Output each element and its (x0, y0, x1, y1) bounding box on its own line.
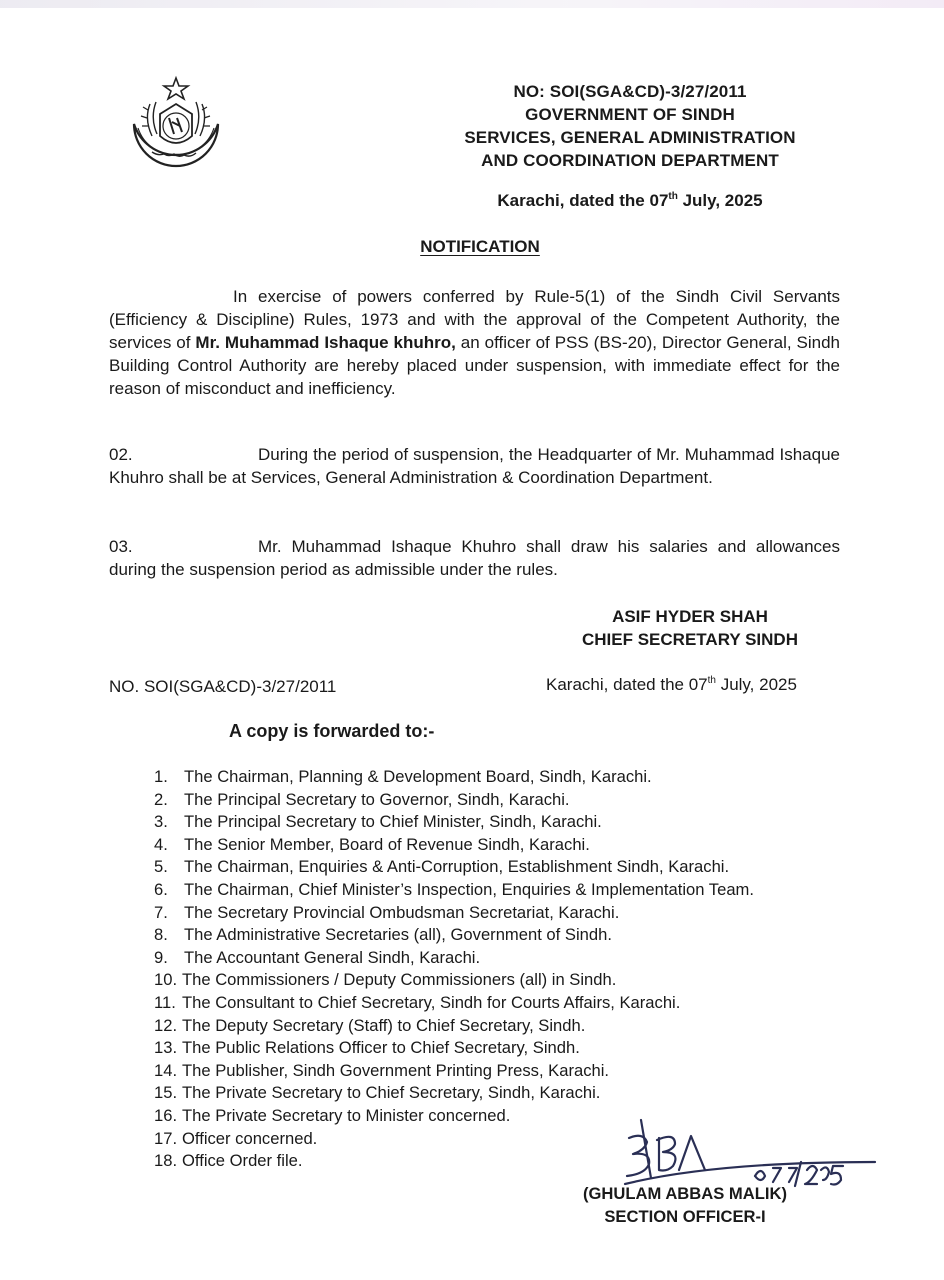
copy-forwarded-heading: A copy is forwarded to:- (229, 721, 435, 741)
list-item: 18. Office Order file. (154, 1151, 303, 1171)
signatory-name: (GHULAM ABBAS MALIK) (582, 1184, 787, 1203)
copy-reference-number: NO. SOI(SGA&CD)-3/27/2011 (109, 677, 337, 696)
list-item: 13. The Public Relations Officer to Chief Secretary, Sindh. (154, 1038, 580, 1058)
list-item: 1. The Chairman, Planning & Development Board, Sindh, Karachi. (154, 767, 652, 786)
paragraph-number: 03. (109, 537, 133, 556)
letterhead-date: Karachi, dated the 07th July, 2025 (497, 191, 763, 210)
list-item: 16. The Private Secretary to Minister concerned. (154, 1105, 511, 1125)
officer-name: Mr. Muhammad Ishaque khuhro, (195, 333, 456, 352)
notification-title: NOTIFICATION (420, 237, 540, 256)
list-item: 7. The Secretary Provincial Ombudsman Secretariat, Karachi. (154, 902, 620, 922)
paragraph-3: 03. Mr. Muhammad Ishaque Khuhro shall draw his salaries and allowances during the suspension period as admissible under the rules. (109, 537, 840, 579)
list-item: 11. The Consultant to Chief Secretary, Sindh for Courts Affairs, Karachi. (154, 992, 681, 1012)
list-item: 2. The Principal Secretary to Governor, Sindh, Karachi. (154, 789, 570, 809)
reference-number: NO: SOI(SGA&CD)-3/27/2011 (513, 82, 747, 101)
paragraph-2: 02. During the period of suspension, the Headquarter of Mr. Muhammad Ishaque Khuhro shall be at Services, General Administration & Coordination Department. (109, 445, 840, 487)
list-item: 3. The Principal Secretary to Chief Minister, Sindh, Karachi. (154, 812, 602, 832)
list-item: 4. The Senior Member, Board of Revenue Sindh, Karachi. (154, 834, 590, 854)
signatory-section-officer (555, 1182, 815, 1228)
paragraph-1: In exercise of powers conferred by Rule-5(1) of the Sindh Civil Servants (Efficiency & Discipline) Rules, 1973 and with the approval of the Competent Authority, the services of Mr. Muhammad Ishaque khuhro, an officer of PSS (BS-20), Director General, Sindh Building Control Authority are hereby placed under suspension, with immediate effect for the reason of misconduct and inefficiency. (109, 287, 840, 398)
department-line-2: AND COORDINATION DEPARTMENT (481, 151, 779, 170)
list-item: 8. The Administrative Secretaries (all), Government of Sindh. (154, 925, 612, 945)
government-name: GOVERNMENT OF SINDH (525, 105, 735, 124)
list-item: 17. Officer concerned. (154, 1128, 318, 1148)
government-of-sindh-emblem-icon (122, 74, 230, 174)
paragraph-number: 02. (109, 445, 133, 464)
list-item: 5. The Chairman, Enquiries & Anti-Corruption, Establishment Sindh, Karachi. (154, 857, 730, 877)
signatory-designation: CHIEF SECRETARY SINDH (582, 630, 798, 649)
list-item: 15. The Private Secretary to Chief Secretary, Sindh, Karachi. (154, 1083, 601, 1103)
list-item: 9. The Accountant General Sindh, Karachi. (154, 947, 481, 967)
list-item: 10. The Commissioners / Deputy Commissioners (all) in Sindh. (154, 970, 617, 990)
list-item: 6. The Chairman, Chief Minister’s Inspection, Enquiries & Implementation Team. (154, 879, 754, 899)
scan-top-edge (0, 0, 944, 8)
department-line-1: SERVICES, GENERAL ADMINISTRATION (464, 128, 796, 147)
list-item: 12. The Deputy Secretary (Staff) to Chief Secretary, Sindh. (154, 1015, 586, 1035)
signatory-designation: SECTION OFFICER-I (604, 1207, 766, 1226)
signatory-chief-secretary (520, 605, 860, 651)
list-item: 14. The Publisher, Sindh Government Printing Press, Karachi. (154, 1060, 610, 1080)
signatory-name: ASIF HYDER SHAH (612, 607, 768, 626)
copy-date: Karachi, dated the 07th July, 2025 (546, 675, 797, 694)
recipients-list (154, 766, 854, 1173)
letterhead (380, 80, 880, 172)
